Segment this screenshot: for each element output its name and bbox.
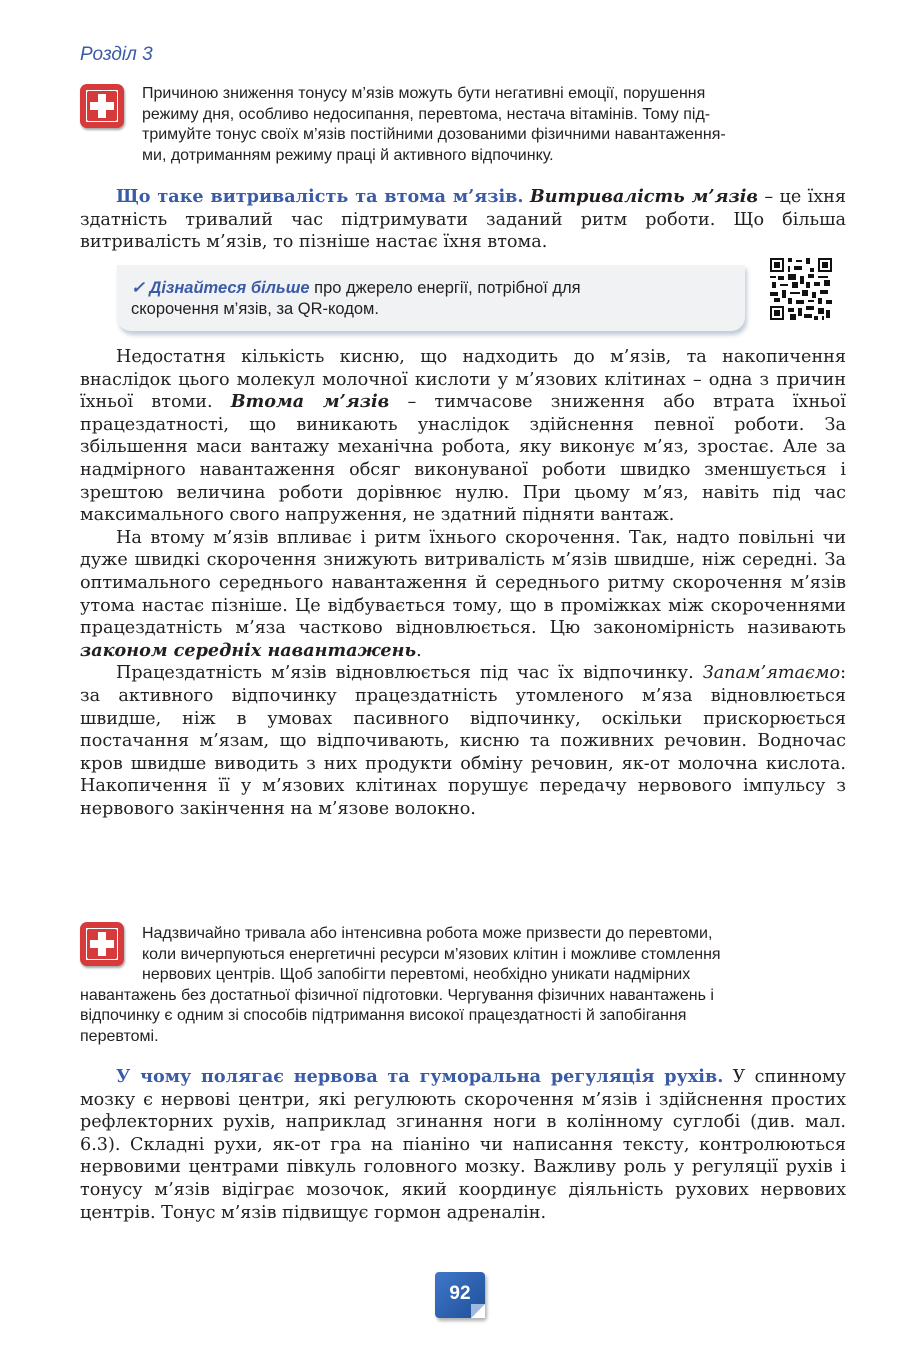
paragraph-text: : за активного відпочинку працездатність утомленого м’яза відновлюється швидше, ніж в умовах пасивного відпочинку, оскільки прискорюється постачання м’язам, що відпочивають, кисню та поживних речовин. Водночас кров швидше виводить з них продукти обміну речовин, як-от молочна кислота. Накопичення її у м’язових клітинах порушує передачу нервового імпульсу з нервового закінчення на м’язове волокно. xyxy=(80,663,846,819)
term-law-average-loads: законом середніх навантажень xyxy=(80,639,417,661)
note-line: режиму дня, особливо недосипання, перевтома, нестача вітамінів. Тому під- xyxy=(142,105,711,123)
health-note-2 xyxy=(80,924,844,1047)
qr-code-icon[interactable] xyxy=(770,258,832,324)
section-heading: Що таке витривалість та втома м’язів. xyxy=(116,186,524,207)
note-line: коли вичерпуються енергетичні ресурси м’язових клітин і можливе стомлення xyxy=(142,945,721,963)
paragraph-endurance xyxy=(80,186,846,254)
paragraph-text: У спинному мозку є нервові центри, які регулюють скорочення м’язів і здійснення простих рефлекторних рухів, наприклад згинання ноги в колінному суглобі (див. мал. 6.3). Складні рухи, як-от гра на піаніно чи написання тексту, контролюються нервовими центрами півкуль головного мозку. Важливу роль у регуляції рухів і тонусу м’язів відіграє мозочок, який координує діяльність рухових нервових центрів. Тонус м’язів підвищує гормон адреналін. xyxy=(80,1067,846,1223)
paragraph-text: . xyxy=(416,640,422,661)
term-fatigue: Втома м’язів xyxy=(230,391,390,413)
page-number xyxy=(435,1272,485,1318)
paragraph-regulation xyxy=(80,1066,846,1224)
note-line: Причиною зниження тонусу м’язів можуть бути негативні емоції, порушення xyxy=(142,85,706,102)
paragraph-text: – тимчасове зниження або втрата їхньої працездатності, що виникають унаслідок здійснення певної роботи. За збільшення маси вантажу механічна робота, яку виконує м’яз, зростає. Але за надмірного навантаження обсяг виконуваної роботи швидко зменшується і зрештою величина роботи дорівнює нулю. При цьому м’яз, навіть під час максимального свого напруження, не здатний підняти вантаж. xyxy=(80,392,846,526)
learn-more-label: ✓ Дізнайтеся більше xyxy=(131,279,310,297)
note-line: тримуйте тонус своїх м’язів постійними дозованими фізичними навантаження- xyxy=(142,126,726,143)
paragraph-text: На втому м’язів впливає і ритм їхнього скорочення. Так, надто повільні чи дуже швидкі скорочення знижують витривалість м’язів швидше, ніж середні. За оптимального середнього навантаження й середнього ритму скорочення м’язів утома настає пізніше. Це відбувається тому, що в проміжках між скороченнями працездатність м’яза частково відновлюється. Цю закономірність називають xyxy=(80,527,846,639)
learn-more-text: скорочення м’язів, за QR-кодом. xyxy=(131,300,379,318)
section-label: Розділ 3 xyxy=(80,44,153,65)
note-line: нервових центрів. Щоб запобігти перевтомі, необхідно уникати надмірних xyxy=(142,966,691,983)
remember-label: Запам’ятаємо xyxy=(702,663,841,684)
page-number-text: 92 xyxy=(449,1283,471,1304)
section-heading: У чому полягає нервова та гуморальна регуляція рухів. xyxy=(116,1066,724,1087)
medical-cross-icon xyxy=(80,84,124,128)
note-line: ми, дотриманням режиму праці й активного відпочинку. xyxy=(142,146,554,164)
learn-more-box xyxy=(117,265,745,331)
paragraph-text: Працездатність м’язів відновлюється під час їх відпочинку. xyxy=(116,663,703,684)
paragraph-text: – це їхня здатність тривалий час підтримувати заданий ритм роботи. Що більша витривалість м’язів, то пізніше настає їхня втома. xyxy=(80,187,846,253)
paragraph-rhythm xyxy=(80,527,846,663)
paragraph-block-fatigue xyxy=(80,346,846,820)
note-line: навантажень без достатньої фізичної підготовки. Чергування фізичних навантажень і xyxy=(80,986,714,1004)
term-endurance: Витривалість м’язів xyxy=(529,186,758,207)
health-note-1 xyxy=(142,84,844,166)
learn-more-text: про джерело енергії, потрібної для xyxy=(309,279,581,297)
paragraph-recovery xyxy=(80,662,846,820)
page-curl-decoration xyxy=(471,1304,485,1318)
note-line: Надзвичайно тривала або інтенсивна робота може призвести до перевтоми, xyxy=(142,925,713,942)
paragraph-text: Недостатня кількість кисню, що надходить до м’язів, та накопичення внаслідок цього молекул молочної кислоти у м’язових клітинах – одна з причин їхньої втоми. xyxy=(80,347,846,413)
paragraph-fatigue xyxy=(80,346,846,527)
note-line: відпочинку є одним зі способів підтримання високої працездатності й запобігання xyxy=(80,1007,687,1024)
note-line: перевтомі. xyxy=(80,1027,159,1045)
